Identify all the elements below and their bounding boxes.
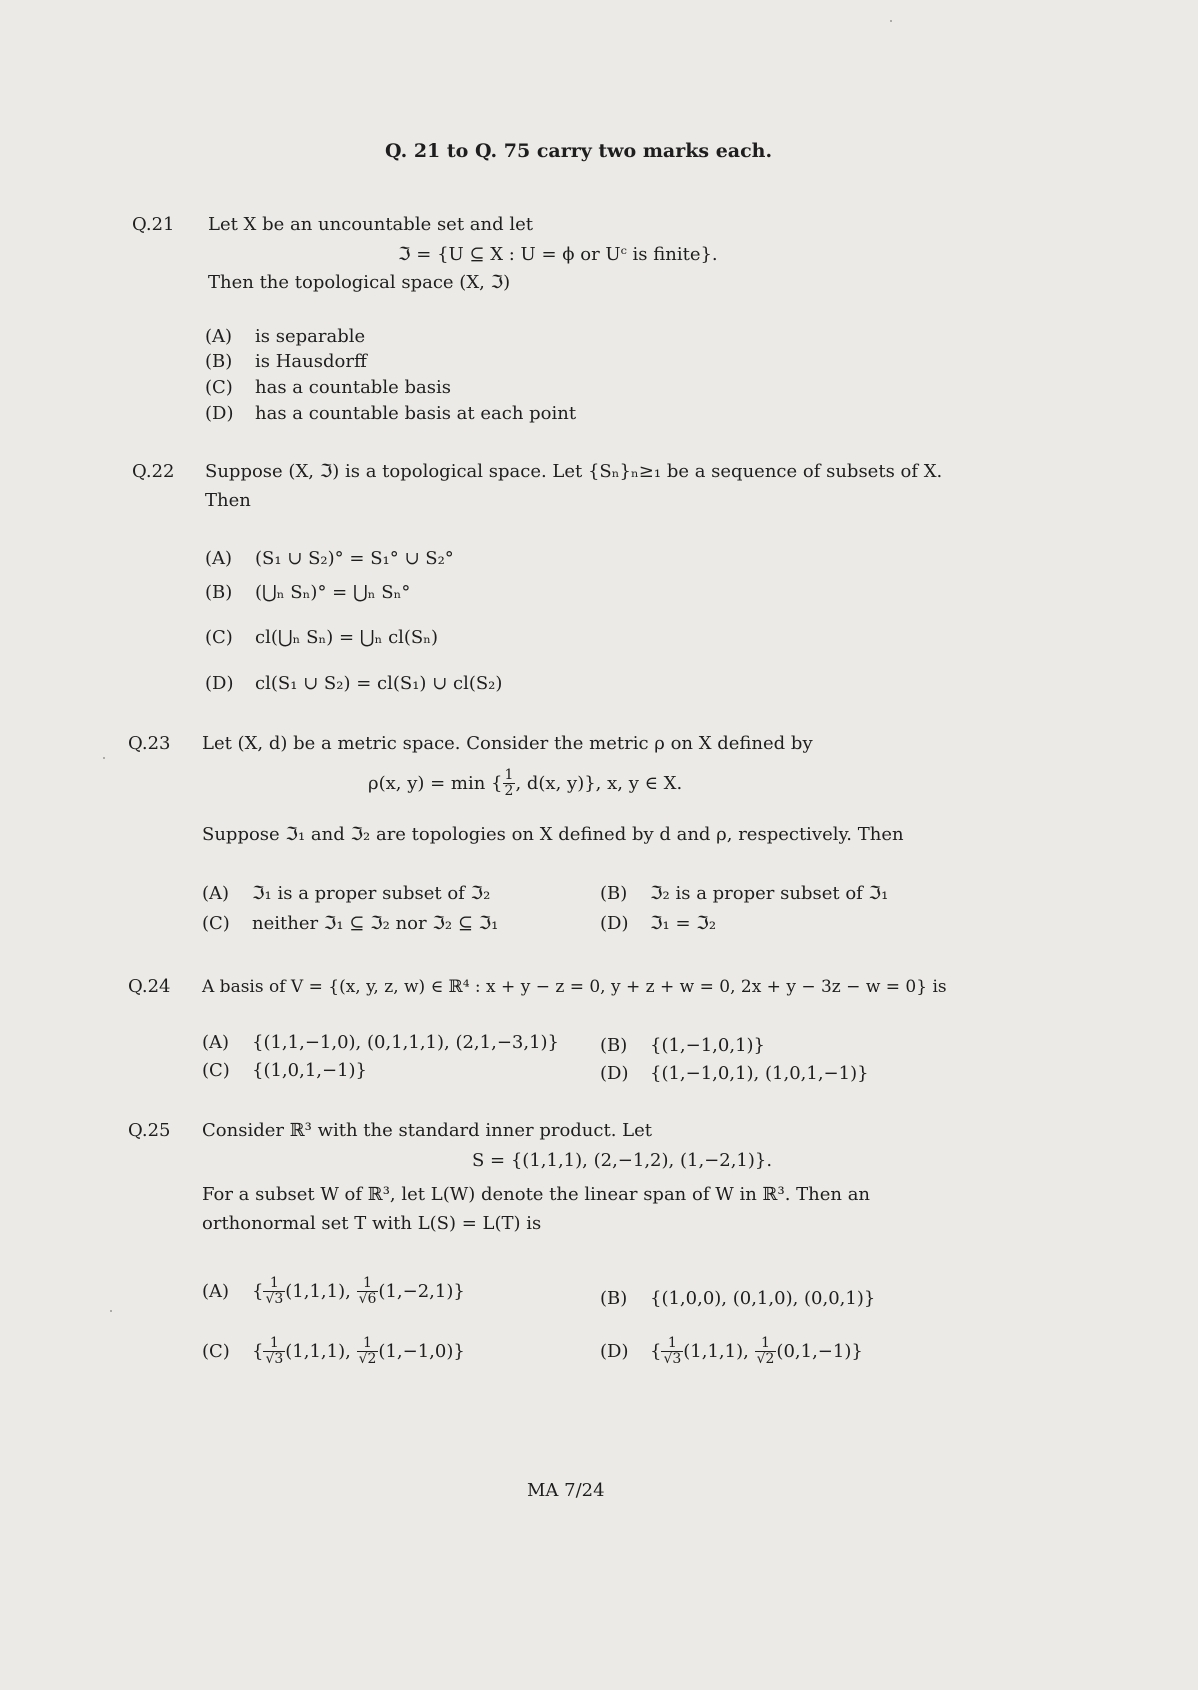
question-prompt: Suppose ℑ₁ and ℑ₂ are topologies on X defined by d and ρ, respectively. Then [202, 824, 904, 845]
fraction: $\frac{1}{√2}$ [358, 1335, 377, 1368]
scan-speck [103, 757, 105, 759]
question-stem: A basis of V = {(x, y, z, w) ∈ ℝ⁴ : x + y − z = 0, y + z + w = 0, 2x + y − 3z − w = 0} is [202, 977, 947, 997]
question-stem: Let X be an uncountable set and let [208, 214, 534, 235]
question-prompt: orthonormal set T with L(S) = L(T) is [202, 1213, 542, 1234]
topology-definition: ℑ = {U ⊆ X : U = ϕ or Uᶜ is finite}. [398, 244, 718, 265]
option-a[interactable]: (A) ℑ₁ is a proper subset of ℑ₂ [202, 883, 491, 904]
option-d[interactable]: (D) { $\frac{1}{√3}$ (1,1,1), $\frac{1}{√2}$ (0,1,−1)} [600, 1335, 863, 1368]
section-heading: Q. 21 to Q. 75 carry two marks each. [385, 140, 773, 162]
fraction: $\frac{1}{√6}$ [358, 1275, 377, 1308]
question-prompt: Then the topological space (X, ℑ) [208, 272, 511, 293]
fraction: $\frac{1}{√2}$ [756, 1335, 775, 1368]
question-stem: Suppose (X, ℑ) is a topological space. Let {Sₙ}ₙ≥₁ be a sequence of subsets of X. [205, 461, 943, 482]
set-s: S = {(1,1,1), (2,−1,2), (1,−2,1)}. [472, 1150, 773, 1171]
question-number: Q.22 [132, 461, 175, 482]
scan-speck [890, 20, 892, 22]
fraction: $\frac{1}{2}$ [504, 767, 514, 800]
option-c[interactable]: (C) {(1,0,1,−1)} [202, 1060, 368, 1081]
option-b[interactable]: (B) {(1,−1,0,1)} [600, 1035, 766, 1056]
option-c[interactable]: (C) cl(⋃ₙ Sₙ) = ⋃ₙ cl(Sₙ) [205, 627, 439, 648]
question-number: Q.25 [128, 1120, 171, 1141]
option-d[interactable]: (D) ℑ₁ = ℑ₂ [600, 913, 717, 934]
question-stem: Let (X, d) be a metric space. Consider the metric ρ on X defined by [202, 733, 813, 754]
option-c[interactable]: (C) { $\frac{1}{√3}$ (1,1,1), $\frac{1}{√2}$ (1,−1,0)} [202, 1335, 465, 1368]
fraction: $\frac{1}{√3}$ [663, 1335, 682, 1368]
option-a[interactable]: (A) { $\frac{1}{√3}$ (1,1,1), $\frac{1}{√6}$ (1,−2,1)} [202, 1275, 465, 1308]
page-footer: MA 7/24 [527, 1480, 605, 1501]
option-a[interactable]: (A) {(1,1,−1,0), (0,1,1,1), (2,1,−3,1)} [202, 1032, 560, 1053]
scan-speck [110, 1310, 112, 1312]
question-number: Q.24 [128, 976, 171, 997]
metric-formula: ρ(x, y) = min { $\frac{1}{2}$ , d(x, y)}, x, y ∈ X. [368, 767, 683, 800]
option-b[interactable]: (B) {(1,0,0), (0,1,0), (0,0,1)} [600, 1288, 876, 1309]
option-c[interactable]: (C) neither ℑ₁ ⊆ ℑ₂ nor ℑ₂ ⊆ ℑ₁ [202, 913, 499, 934]
fraction: $\frac{1}{√3}$ [265, 1335, 284, 1368]
option-d[interactable]: (D) has a countable basis at each point [205, 403, 577, 424]
question-number: Q.21 [132, 214, 175, 235]
option-a[interactable]: (A) is separable [205, 326, 366, 347]
fraction: $\frac{1}{√3}$ [265, 1275, 284, 1308]
question-prompt: For a subset W of ℝ³, let L(W) denote the linear span of W in ℝ³. Then an [202, 1184, 871, 1205]
option-b[interactable]: (B) is Hausdorff [205, 351, 367, 372]
option-b[interactable]: (B) ℑ₂ is a proper subset of ℑ₁ [600, 883, 889, 904]
option-d[interactable]: (D) cl(S₁ ∪ S₂) = cl(S₁) ∪ cl(S₂) [205, 673, 503, 694]
option-c[interactable]: (C) has a countable basis [205, 377, 451, 398]
question-stem: Consider ℝ³ with the standard inner product. Let [202, 1120, 652, 1141]
question-number: Q.23 [128, 733, 171, 754]
option-d[interactable]: (D) {(1,−1,0,1), (1,0,1,−1)} [600, 1063, 869, 1084]
option-a[interactable]: (A) (S₁ ∪ S₂)° = S₁° ∪ S₂° [205, 548, 454, 569]
option-b[interactable]: (B) (⋃ₙ Sₙ)° = ⋃ₙ Sₙ° [205, 582, 411, 603]
question-then: Then [205, 490, 251, 511]
